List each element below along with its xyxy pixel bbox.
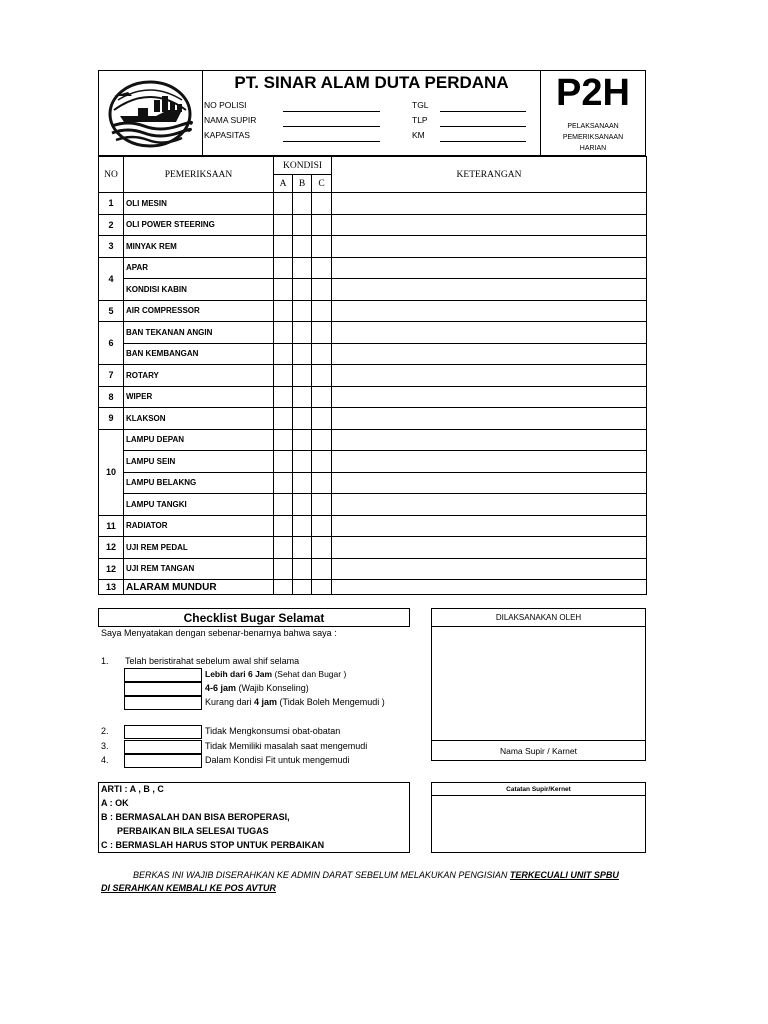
kondisi-a-cell[interactable]	[274, 365, 293, 387]
checklist-item-2-text: Tidak Mengkonsumsi obat-obatan	[205, 726, 341, 736]
kondisi-a-cell[interactable]	[274, 408, 293, 430]
row-number: 4	[99, 257, 124, 300]
row-number: 2	[99, 214, 124, 236]
kondisi-b-cell[interactable]	[293, 386, 312, 408]
table-row	[99, 558, 647, 580]
logo-cell	[98, 70, 203, 156]
keterangan-cell[interactable]	[332, 429, 647, 451]
header-no: NO	[99, 157, 124, 193]
keterangan-cell[interactable]	[332, 494, 647, 516]
tlp-field[interactable]	[440, 126, 526, 127]
nama-supir-karnet-label: Nama Supir / Karnet	[431, 740, 646, 761]
field-label-tgl: TGL	[412, 100, 429, 110]
checklist-item-2-num: 2.	[101, 726, 109, 736]
kondisi-c-cell[interactable]	[312, 558, 332, 580]
row-item: UJI REM TANGAN	[124, 558, 274, 580]
footer-note: BERKAS INI WAJIB DISERAHKAN KE ADMIN DARAT SEBELUM MELAKUKAN PENGISIAN TERKECUALI UNIT SPBU	[133, 870, 619, 880]
kondisi-c-cell[interactable]	[312, 343, 332, 365]
inspection-table	[98, 156, 647, 595]
table-row	[99, 515, 647, 537]
keterangan-cell[interactable]	[332, 386, 647, 408]
kondisi-c-cell[interactable]	[312, 322, 332, 344]
row-number: 6	[99, 322, 124, 365]
keterangan-cell[interactable]	[332, 343, 647, 365]
legend-b-cont: PERBAIKAN BILA SELESAI TUGAS	[117, 826, 269, 836]
checklist-item-3-num: 3.	[101, 741, 109, 751]
kondisi-b-cell[interactable]	[293, 236, 312, 258]
checklist-item-1-text: Telah beristirahat sebelum awal shif selama	[125, 656, 300, 666]
row-number: 11	[99, 515, 124, 537]
header-pemeriksaan: PEMERIKSAAN	[124, 157, 274, 193]
table-row	[99, 537, 647, 559]
kondisi-c-cell[interactable]	[312, 408, 332, 430]
kondisi-c-cell[interactable]	[312, 472, 332, 494]
header-kondisi: KONDISI	[274, 157, 332, 175]
row-item: LAMPU SEIN	[124, 451, 274, 473]
row-number: 1	[99, 193, 124, 215]
checklist-item-1-num: 1.	[101, 656, 109, 666]
checklist-intro: Saya Menyatakan dengan sebenar-benarnya bahwa saya :	[101, 628, 337, 638]
table-row	[99, 494, 647, 516]
field-label-nama-supir: NAMA SUPIR	[204, 115, 257, 125]
row-number: 12	[99, 537, 124, 559]
row-number: 12	[99, 558, 124, 580]
kondisi-c-cell[interactable]	[312, 193, 332, 215]
kondisi-b-cell[interactable]	[293, 343, 312, 365]
kondisi-a-cell[interactable]	[274, 580, 293, 595]
keterangan-cell[interactable]	[332, 408, 647, 430]
checklist-item-4-num: 4.	[101, 755, 109, 765]
row-item: LAMPU BELAKNG	[124, 472, 274, 494]
row-item: APAR	[124, 257, 274, 279]
row-number: 7	[99, 365, 124, 387]
keterangan-cell[interactable]	[332, 193, 647, 215]
checklist-item-3-text: Tidak Memiliki masalah saat mengemudi	[205, 741, 368, 751]
signature-box[interactable]	[431, 608, 646, 761]
field-label-kapasitas: KAPASITAS	[204, 130, 250, 140]
header-kondisi-a: A	[274, 175, 293, 193]
keterangan-cell[interactable]	[332, 365, 647, 387]
table-row	[99, 236, 647, 258]
kondisi-c-cell[interactable]	[312, 214, 332, 236]
kondisi-b-cell[interactable]	[293, 322, 312, 344]
keterangan-cell[interactable]	[332, 236, 647, 258]
option-rest-under-4h: Kurang dari 4 jam (Tidak Boleh Mengemudi )	[205, 697, 385, 707]
checkbox-rest-4-6h[interactable]	[124, 682, 202, 696]
header-kondisi-b: B	[293, 175, 312, 193]
km-field[interactable]	[440, 141, 526, 142]
row-item: ROTARY	[124, 365, 274, 387]
kondisi-b-cell[interactable]	[293, 365, 312, 387]
kondisi-a-cell[interactable]	[274, 236, 293, 258]
keterangan-cell[interactable]	[332, 472, 647, 494]
table-row	[99, 214, 647, 236]
table-row	[99, 300, 647, 322]
kondisi-a-cell[interactable]	[274, 515, 293, 537]
keterangan-cell[interactable]	[332, 322, 647, 344]
row-item: AIR COMPRESSOR	[124, 300, 274, 322]
checkbox-fit-to-drive[interactable]	[124, 754, 202, 768]
keterangan-cell[interactable]	[332, 279, 647, 301]
keterangan-cell[interactable]	[332, 300, 647, 322]
keterangan-cell[interactable]	[332, 558, 647, 580]
row-item: KONDISI KABIN	[124, 279, 274, 301]
kondisi-a-cell[interactable]	[274, 343, 293, 365]
row-item: LAMPU TANGKI	[124, 494, 274, 516]
kondisi-b-cell[interactable]	[293, 580, 312, 595]
table-row	[99, 451, 647, 473]
company-name: PT. SINAR ALAM DUTA PERDANA	[234, 73, 509, 92]
kondisi-b-cell[interactable]	[293, 408, 312, 430]
table-row	[99, 193, 647, 215]
kondisi-b-cell[interactable]	[293, 257, 312, 279]
legend-b: B : BERMASALAH DAN BISA BEROPERASI,	[101, 812, 290, 822]
row-number: 5	[99, 300, 124, 322]
kapasitas-field[interactable]	[283, 141, 380, 142]
kondisi-b-cell[interactable]	[293, 193, 312, 215]
checkbox-no-medication[interactable]	[124, 725, 202, 739]
kondisi-c-cell[interactable]	[312, 386, 332, 408]
option-rest-6h: Lebih dari 6 Jam (Sehat dan Bugar )	[205, 669, 347, 679]
keterangan-cell[interactable]	[332, 451, 647, 473]
kondisi-b-cell[interactable]	[293, 472, 312, 494]
field-label-tlp: TLP	[412, 115, 428, 125]
kondisi-a-cell[interactable]	[274, 472, 293, 494]
keterangan-cell[interactable]	[332, 214, 647, 236]
kondisi-c-cell[interactable]	[312, 515, 332, 537]
nama-supir-field[interactable]	[283, 126, 380, 127]
row-number: 9	[99, 408, 124, 430]
row-number: 10	[99, 429, 124, 515]
kondisi-a-cell[interactable]	[274, 429, 293, 451]
kondisi-c-cell[interactable]	[312, 236, 332, 258]
checkbox-rest-under-4h[interactable]	[124, 696, 202, 710]
kondisi-c-cell[interactable]	[312, 429, 332, 451]
kondisi-a-cell[interactable]	[274, 386, 293, 408]
row-item: WIPER	[124, 386, 274, 408]
field-label-no-polisi: NO POLISI	[204, 100, 247, 110]
row-item: RADIATOR	[124, 515, 274, 537]
legend-a: A : OK	[101, 798, 129, 808]
kondisi-b-cell[interactable]	[293, 451, 312, 473]
keterangan-cell[interactable]	[332, 515, 647, 537]
row-item: UJI REM PEDAL	[124, 537, 274, 559]
tgl-field[interactable]	[440, 111, 526, 112]
kondisi-c-cell[interactable]	[312, 580, 332, 595]
checkbox-rest-6h[interactable]	[124, 668, 202, 682]
table-row	[99, 386, 647, 408]
catatan-label: Catatan Supir/Kernet	[431, 782, 646, 796]
header-kondisi-c: C	[312, 175, 332, 193]
row-number: 13	[99, 580, 124, 595]
keterangan-cell[interactable]	[332, 257, 647, 279]
field-label-km: KM	[412, 130, 425, 140]
legend-c: C : BERMASLAH HARUS STOP UNTUK PERBAIKAN	[101, 840, 325, 850]
kondisi-c-cell[interactable]	[312, 365, 332, 387]
kondisi-a-cell[interactable]	[274, 558, 293, 580]
form-code-subtitle: PELAKSANAAN PEMERIKSANAAN HARIAN	[562, 123, 624, 152]
table-row	[99, 343, 647, 365]
row-item: OLI POWER STEERING	[124, 214, 274, 236]
dilaksanakan-oleh-label: DILAKSANAKAN OLEH	[431, 608, 646, 627]
row-item: BAN TEKANAN ANGIN	[124, 322, 274, 344]
legend-title: ARTI : A , B , C	[101, 784, 164, 794]
company-logo-icon	[98, 70, 202, 156]
kondisi-a-cell[interactable]	[274, 322, 293, 344]
kondisi-b-cell[interactable]	[293, 558, 312, 580]
footer-note-2: DI SERAHKAN KEMBALI KE POS AVTUR	[101, 883, 277, 893]
kondisi-b-cell[interactable]	[293, 494, 312, 516]
kondisi-b-cell[interactable]	[293, 537, 312, 559]
kondisi-c-cell[interactable]	[312, 451, 332, 473]
table-row	[99, 279, 647, 301]
option-rest-4-6h: 4-6 jam (Wajib Konseling)	[205, 683, 309, 693]
kondisi-b-cell[interactable]	[293, 515, 312, 537]
row-number: 8	[99, 386, 124, 408]
table-row	[99, 365, 647, 387]
row-number: 3	[99, 236, 124, 258]
row-item: ALARAM MUNDUR	[124, 580, 274, 595]
kondisi-a-cell[interactable]	[274, 537, 293, 559]
kondisi-c-cell[interactable]	[312, 494, 332, 516]
kondisi-a-cell[interactable]	[274, 279, 293, 301]
checkbox-no-driving-issue[interactable]	[124, 740, 202, 754]
row-item: OLI MESIN	[124, 193, 274, 215]
header-keterangan: KETERANGAN	[332, 157, 647, 193]
kondisi-a-cell[interactable]	[274, 257, 293, 279]
kondisi-a-cell[interactable]	[274, 193, 293, 215]
kondisi-a-cell[interactable]	[274, 214, 293, 236]
row-item: KLAKSON	[124, 408, 274, 430]
kondisi-a-cell[interactable]	[274, 451, 293, 473]
checklist-item-4-text: Dalam Kondisi Fit untuk mengemudi	[205, 755, 350, 765]
row-item: LAMPU DEPAN	[124, 429, 274, 451]
no-polisi-field[interactable]	[283, 111, 380, 112]
kondisi-a-cell[interactable]	[274, 494, 293, 516]
kondisi-c-cell[interactable]	[312, 537, 332, 559]
row-item: MINYAK REM	[124, 236, 274, 258]
row-item: BAN KEMBANGAN	[124, 343, 274, 365]
kondisi-c-cell[interactable]	[312, 257, 332, 279]
table-row	[99, 322, 647, 344]
kondisi-b-cell[interactable]	[293, 300, 312, 322]
checklist-title: Checklist Bugar Selamat	[98, 608, 410, 627]
keterangan-cell[interactable]	[332, 537, 647, 559]
kondisi-b-cell[interactable]	[293, 279, 312, 301]
kondisi-b-cell[interactable]	[293, 429, 312, 451]
table-row	[99, 429, 647, 451]
table-row	[99, 580, 647, 595]
table-row	[99, 472, 647, 494]
keterangan-cell[interactable]	[332, 580, 647, 595]
kondisi-c-cell[interactable]	[312, 300, 332, 322]
form-code: P2H	[556, 72, 630, 114]
kondisi-c-cell[interactable]	[312, 279, 332, 301]
kondisi-b-cell[interactable]	[293, 214, 312, 236]
kondisi-a-cell[interactable]	[274, 300, 293, 322]
table-row	[99, 408, 647, 430]
table-row	[99, 257, 647, 279]
